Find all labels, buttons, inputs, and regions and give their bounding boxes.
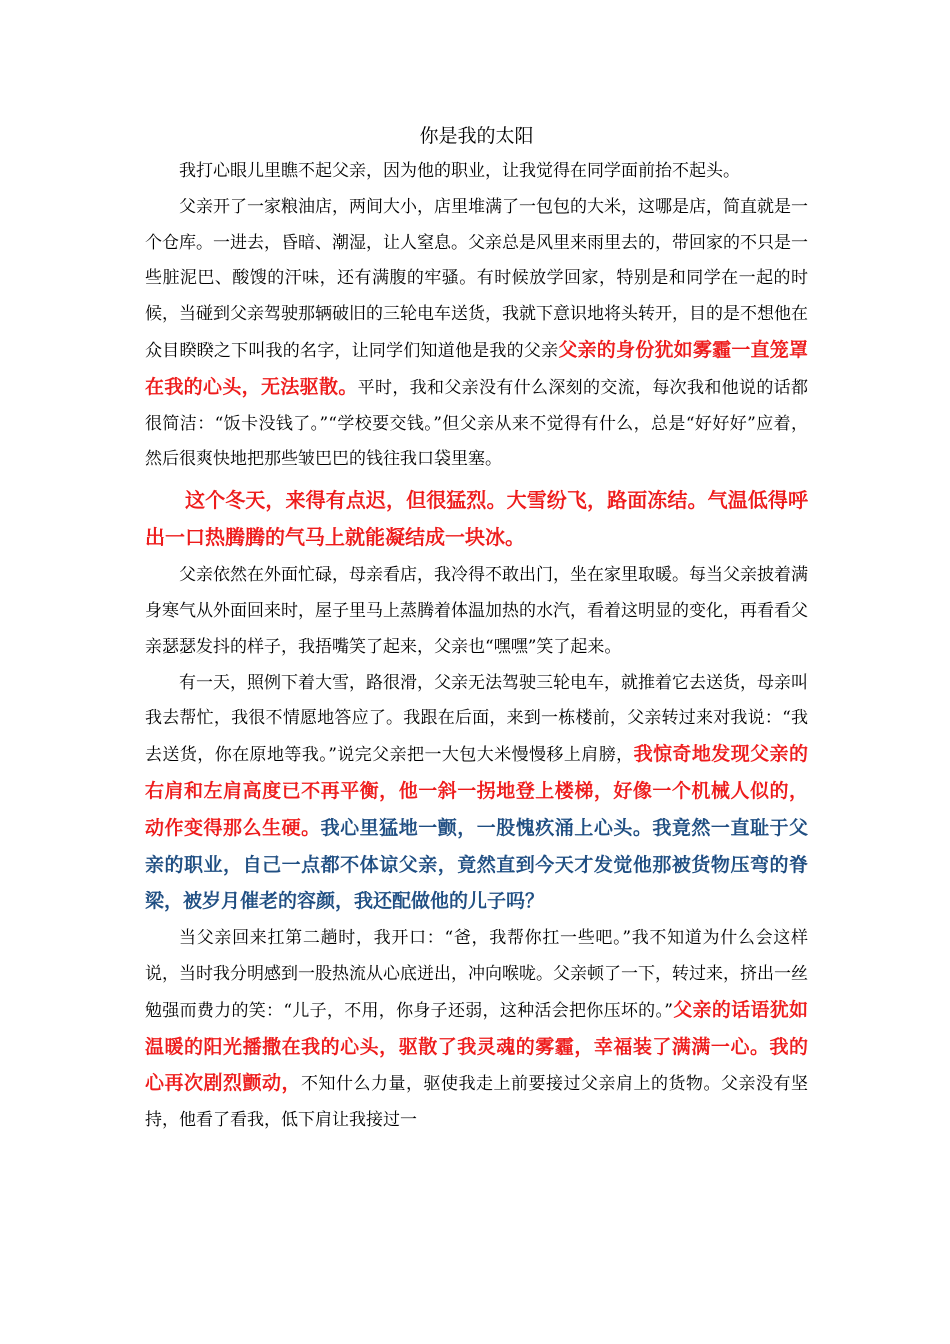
paragraph-1: 我打心眼儿里瞧不起父亲，因为他的职业，让我觉得在同学面前抬不起头。 [179, 161, 740, 181]
paragraph-2-tail: 平时，我和父亲没有什么深刻的交流，每次我和他说的话都很简洁：“饭卡没钱了。”“学校要交钱。”但父亲从来不觉得有什么，总是“好好好”应着，然后很爽快地把那些皱巴巴的钱往我口袋里塞。 [145, 377, 808, 470]
paragraph-5-text: 有一天，照例下着大雪，路很滑，父亲无法驾驶三轮电车，就推着它去送货，母亲叫我去帮忙，我很不情愿地答应了。我跟在后面，来到一栋楼前，父亲转过来对我说：“我去送货，你在原地等我。”说完父亲把一大包大米慢慢移上肩膀， [145, 672, 808, 766]
paragraph-4: 父亲依然在外面忙碌，母亲看店，我冷得不敢出门，坐在家里取暖。每当父亲披着满身寒气从外面回来时，屋子里马上蒸腾着体温加热的水汽，看着这明显的变化，再看看父亲瑟瑟发抖的样子，我捂嘴笑了起来，父亲也“嘿嘿”笑了起来。 [145, 565, 808, 657]
paragraph-6-text: 当父亲回来扛第二趟时，我开口：“爸，我帮你扛一些吧。”我不知道为什么会这样说，当时我分明感到一股热流从心底迸出，冲向喉咙。父亲顿了一下，转过来，挤出一丝勉强而费力的笑：“儿子，不用，你身子还弱，这种活会把你压坏的。” [145, 928, 808, 1021]
paragraph-3-highlight: 这个冬天，来得有点迟，但很猛烈。大雪纷飞，路面冻结。气温低得呼出一口热腾腾的气马上就能凝结成一块冰。 [145, 488, 808, 550]
essay-title: 你是我的太阳 [419, 125, 534, 147]
paragraph-5-highlight-red: 我惊奇地发现父亲的右肩和左肩高度已不再平衡，他一斜一拐地登上楼梯，好像一个机械人似的，动作变得那么生硬。 [145, 743, 808, 839]
paragraph-2 [145, 190, 808, 478]
paragraph-5 [145, 666, 808, 922]
paragraph-5-highlight-blue: 我心里猛地一颤，一股愧疚涌上心头。我竟然一直耻于父亲的职业，自己一点都不体谅父亲，竟然直到今天才发觉他那被货物压弯的脊梁，被岁月催老的容颜，我还配做他的儿子吗？ [145, 816, 808, 913]
paragraph-6-tail: 不知什么力量，驱使我走上前要接过父亲肩上的货物。父亲没有坚持，他看了看我，低下肩让我接过一 [145, 1074, 808, 1131]
paragraph-2-text: 父亲开了一家粮油店，两间大小，店里堆满了一包包的大米，这哪是店，简直就是一个仓库。一进去，昏暗、潮湿，让人窒息。父亲总是风里来雨里去的，带回家的不只是一些脏泥巴、酸馊的汗味，还有满腹的牢骚。有时候放学回家，特别是和同学在一起的时候，当碰到父亲驾驶那辆破旧的三轮电车送货，我就下意识地将头转开，目的是不想他在众目睽睽之下叫我的名字，让同学们知道他是我的父亲 [145, 196, 808, 361]
paragraph-6-highlight-red: 父亲的话语犹如温暖的阳光播撒在我的心头，驱散了我灵魂的雾霾，幸福装了满满一心。我的心再次剧烈颤动， [145, 998, 808, 1095]
document-page [145, 118, 808, 1139]
paragraph-6 [145, 921, 808, 1139]
paragraph-2-highlight-red: 父亲的身份犹如雾霾一直笼罩在我的心头，无法驱散。 [145, 338, 808, 398]
